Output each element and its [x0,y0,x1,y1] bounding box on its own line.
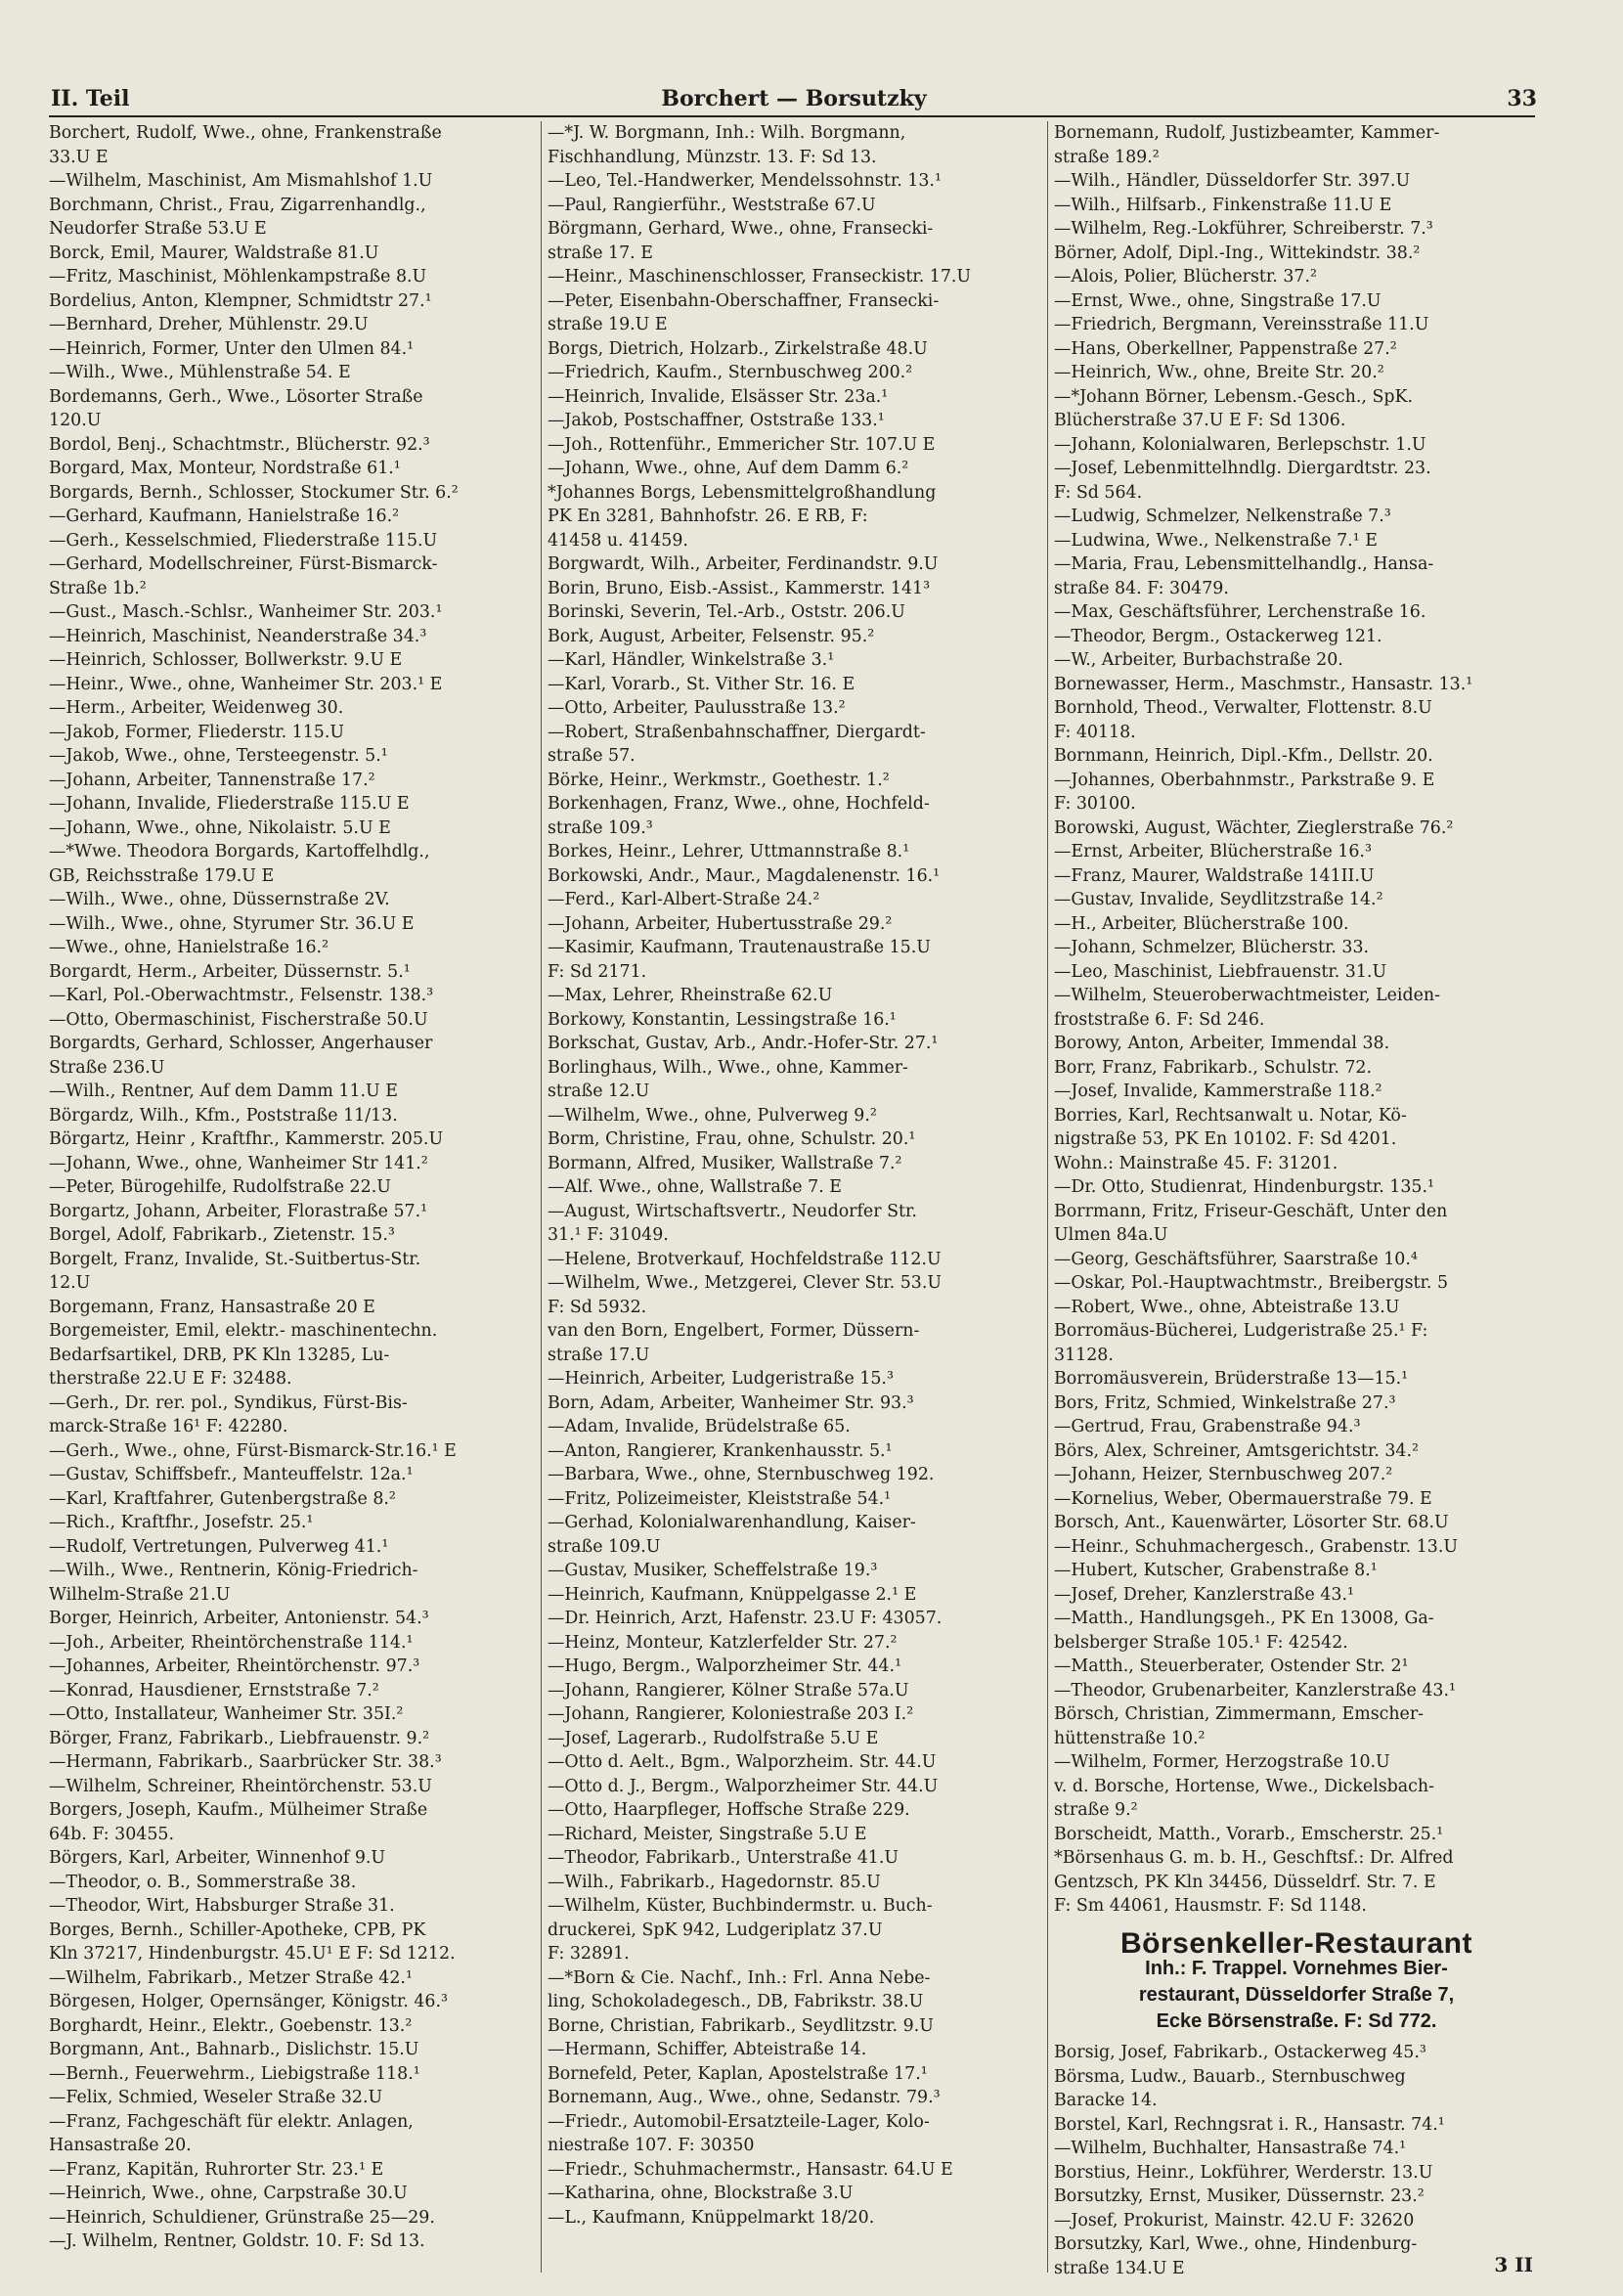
directory-line: —Max, Lehrer, Rheinstraße 62.U [548,986,833,1005]
directory-line: —W., Arbeiter, Burbachstraße 20. [1054,650,1343,670]
directory-line: —Hugo, Bergm., Walporzheimer Str. 44.¹ [548,1656,902,1676]
directory-line: Börke, Heinr., Werkmstr., Goethestr. 1.² [548,770,890,790]
directory-line: froststraße 6. F: Sd 246. [1054,1009,1265,1030]
directory-line: —Wilhelm, Fabrikarb., Metzer Straße 42.¹ [49,1967,413,1988]
directory-line: Fischhandlung, Münzstr. 13. F: Sd 13. [548,147,877,167]
directory-line: 12.U [49,1273,91,1293]
directory-line: Ulmen 84a.U [1054,1225,1168,1245]
directory-line: —Heinrich, Arbeiter, Ludgeristraße 15.³ [548,1369,894,1389]
directory-line: Borgemeister, Emil, elektr.- maschinentechn. [49,1321,438,1341]
directory-line: —Wilhelm, Schreiner, Rheintörchenstr. 53.U [49,1776,432,1796]
directory-line: Borgard, Max, Monteur, Nordstraße 61.¹ [49,459,401,478]
directory-line: —Johannes, Oberbahnmstr., Parkstraße 9. E [1054,770,1435,790]
directory-line: Neudorfer Straße 53.U E [49,219,267,239]
directory-line: —Wilhelm, Wwe., Metzgerei, Clever Str. 53.U [548,1273,943,1293]
directory-line: —Robert, Straßenbahnschaffner, Diergardt- [548,722,926,742]
directory-line: 41458 u. 41459. [548,530,688,551]
directory-line: Borchert, Rudolf, Wwe., ohne, Frankenstraße [49,123,442,143]
directory-line: —Wilh., Wwe., Rentnerin, König-Friedrich- [49,1561,418,1580]
directory-line: —H., Arbeiter, Blücherstraße 100. [1054,913,1349,934]
directory-line: —Friedr., Automobil-Ersatzteile-Lager, Kolo- [548,2111,930,2132]
directory-line: F: 40118. [1054,722,1136,742]
directory-line: —Peter, Bürogehilfe, Rudolfstraße 22.U [49,1177,391,1197]
directory-line: —Johann, Rangierer, Koloniestraße 203 I.² [548,1704,914,1724]
directory-line: —Otto, Arbeiter, Paulusstraße 13.² [548,698,846,718]
directory-line: Bornefeld, Peter, Kaplan, Apostelstraße 17.¹ [548,2063,928,2084]
directory-line: —Friedrich, Bergmann, Vereinsstraße 11.U [1054,315,1429,334]
directory-line: —Friedrich, Kaufm., Sternbuschweg 200.² [548,363,913,382]
directory-line: —Wilhelm, Küster, Buchbindermstr. u. Buch- [548,1896,933,1916]
directory-line: Borinski, Severin, Tel.-Arb., Oststr. 206.U [548,602,905,622]
directory-line: —Richard, Meister, Singstraße 5.U E [548,1824,867,1844]
directory-line: —Wilhelm, Reg.-Lokführer, Schreiberstr. 7.³ [1054,219,1433,239]
page-header [51,86,1537,119]
directory-line: —Johannes, Arbeiter, Rheintörchenstr. 97.³ [49,1656,420,1676]
directory-line: F: Sd 564. [1054,482,1143,503]
directory-line: straße 17. E [548,243,653,263]
directory-line: —August, Wirtschaftsvertr., Neudorfer Str. [548,1201,917,1221]
directory-line: 31.¹ F: 31049. [548,1225,669,1245]
directory-line: PK En 3281, Bahnhofstr. 26. E RB, F: [548,507,868,526]
directory-line: straße 84. F: 30479. [1054,578,1229,598]
directory-line: Borkowski, Andr., Maur., Magdalenenstr. 16.¹ [548,865,941,886]
directory-line: —Johann, Wwe., ohne, Wanheimer Str 141.² [49,1153,428,1173]
directory-line: —Leo, Tel.-Handwerker, Mendelssohnstr. 13.¹ [548,171,942,191]
directory-line: —Heinr., Wwe., ohne, Wanheimer Str. 203.¹ E [49,674,443,694]
directory-line: Börsma, Ludw., Bauarb., Sternbuschweg [1054,2066,1406,2087]
directory-line: —Josef, Invalide, Kammerstraße 118.² [1054,1082,1382,1101]
directory-line: Borgardts, Gerhard, Schlosser, Angerhauser [49,1034,433,1053]
directory-line: —Otto d. J., Bergm., Walporzheimer Str. 44.U [548,1776,939,1796]
directory-line: —Jakob, Wwe., ohne, Tersteegenstr. 5.¹ [49,746,388,766]
directory-line: Baracke 14. [1054,2091,1158,2110]
directory-line: —Franz, Fachgeschäft für elektr. Anlagen, [49,2111,414,2132]
directory-line: Straße 1b.² [49,578,147,598]
advertisement-line: restaurant, Düsseldorfer Straße 7, [1138,1984,1455,2006]
directory-line: straße 134.U E [1054,2258,1185,2278]
header-rule [49,115,1535,117]
directory-line: —Josef, Dreher, Kanzlerstraße 43.¹ [1054,1584,1354,1605]
page-range-title: Borchert — Borsutzky [661,86,927,111]
directory-line: Borsutzky, Ernst, Musiker, Düssernstr. 23.² [1054,2186,1425,2206]
directory-line: —Oskar, Pol.-Hauptwachtmstr., Breibergstr. 5 [1054,1273,1449,1293]
directory-line: —Gerh., Kesselschmied, Fliederstraße 115.U [49,530,438,551]
directory-line: Borromäusverein, Brüderstraße 13—15.¹ [1054,1369,1409,1389]
directory-line: —Gerh., Dr. rer. pol., Syndikus, Fürst-Bis- [49,1392,408,1413]
directory-line: —Gerh., Wwe., ohne, Fürst-Bismarck-Str.16.¹ E [49,1440,457,1461]
directory-line: —Johann, Arbeiter, Tannenstraße 17.² [49,770,375,790]
directory-line: straße 9.² [1054,1800,1138,1820]
directory-line: Bork, August, Arbeiter, Felsenstr. 95.² [548,626,875,646]
directory-line: F: 30100. [1054,794,1136,814]
directory-line: —Rich., Kraftfhr., Josefstr. 25.¹ [49,1513,314,1532]
directory-line: —Ludwig, Schmelzer, Nelkenstraße 7.³ [1054,507,1391,526]
directory-line: Börgartz, Heinr , Kraftfhr., Kammerstr. 205.U [49,1129,444,1149]
directory-line: Börger, Franz, Fabrikarb., Liebfrauenstr. 9.² [49,1728,430,1748]
directory-line: —Wilh., Rentner, Auf dem Damm 11.U E [49,1082,398,1101]
directory-line: Börgmann, Gerhard, Wwe., ohne, Fransecki- [548,219,934,239]
directory-line: —Paul, Rangierführ., Weststraße 67.U [548,195,876,215]
directory-line: —Johann, Invalide, Fliederstraße 115.U E [49,794,410,814]
directory-line: Bornmann, Heinrich, Dipl.-Kfm., Dellstr. 20. [1054,746,1433,766]
directory-line: —Heinrich, Schuldiener, Grünstraße 25—29. [49,2207,435,2228]
directory-line: nigstraße 53, PK En 10102. F: Sd 4201. [1054,1129,1397,1149]
directory-line: —Heinrich, Ww., ohne, Breite Str. 20.² [1054,363,1384,382]
directory-line: —Hans, Oberkellner, Pappenstraße 27.² [1054,338,1397,359]
directory-line: —*Johann Börner, Lebensm.-Gesch., SpK. [1054,386,1414,407]
directory-line: Borlinghaus, Wilh., Wwe., ohne, Kammer- [548,1057,908,1078]
directory-line: Borstius, Heinr., Lokführer, Werderstr. 13.U [1054,2162,1433,2183]
directory-line: —Joh., Rottenführ., Emmericher Str. 107.U E [548,434,936,455]
directory-line: Borkowy, Konstantin, Lessingstraße 16.¹ [548,1009,897,1030]
directory-line: Borowski, August, Wächter, Zieglerstraße 76.² [1054,817,1454,838]
directory-line: niestraße 107. F: 30350 [548,2136,755,2155]
directory-line: Wilhelm-Straße 21.U [49,1584,231,1605]
directory-line: Borchmann, Christ., Frau, Zigarrenhandlg., [49,195,426,215]
directory-line: F: Sm 44061, Hausmstr. F: Sd 1148. [1054,1896,1367,1916]
directory-line: —Franz, Kapitän, Ruhrorter Str. 23.¹ E [49,2159,384,2180]
directory-line: —Peter, Eisenbahn-Oberschaffner, Fransecki- [548,290,940,311]
directory-line: Borgs, Dietrich, Holzarb., Zirkelstraße 48.U [548,338,928,359]
directory-line: Borgelt, Franz, Invalide, St.-Suitbertus-Str. [49,1249,421,1269]
directory-line: —Wilh., Fabrikarb., Hagedornstr. 85.U [548,1872,881,1892]
directory-line: —Wilhelm, Maschinist, Am Mismahlshof 1.U [49,171,433,191]
directory-line: —Wilhelm, Steueroberwachtmeister, Leiden- [1054,986,1440,1005]
directory-line: straße 57. [548,746,636,766]
section-label: II. Teil [51,86,130,111]
directory-line: —Wilhelm, Buchhalter, Hansastraße 74.¹ [1054,2139,1407,2158]
directory-line: Borgemann, Franz, Hansastraße 20 E [49,1297,375,1317]
directory-line: —Gerhard, Modellschreiner, Fürst-Bismarck- [49,554,438,574]
directory-line: F: Sd 5932. [548,1297,647,1317]
directory-line: —Joh., Arbeiter, Rheintörchenstraße 114.¹ [49,1632,414,1653]
directory-line: Borck, Emil, Maurer, Waldstraße 81.U [49,243,379,263]
directory-line: —Dr. Heinrich, Arzt, Hafenstr. 23.U F: 43057. [548,1609,943,1628]
directory-line: —Johann, Wwe., ohne, Nikolaistr. 5.U E [49,817,391,838]
directory-line: straße 17.U [548,1345,650,1365]
directory-line: Borsig, Josef, Fabrikarb., Ostackerweg 45.³ [1054,2043,1426,2062]
directory-line: —Wwe., ohne, Hanielstraße 16.² [49,938,329,957]
directory-line: —Barbara, Wwe., ohne, Sternbuschweg 192. [548,1465,935,1484]
directory-line: —Karl, Kraftfahrer, Gutenbergstraße 8.² [49,1488,396,1509]
directory-line: *Johannes Borgs, Lebensmittelgroßhandlung [548,482,937,503]
directory-line: —Dr. Otto, Studienrat, Hindenburgstr. 135.¹ [1054,1177,1434,1197]
directory-line: —L., Kaufmann, Knüppelmarkt 18/20. [548,2207,875,2228]
directory-line: druckerei, SpK 942, Ludgeriplatz 37.U [548,1920,883,1940]
directory-line: —Heinrich, Kaufmann, Knüppelgasse 2.¹ E [548,1584,917,1605]
directory-line: Bornewasser, Herm., Maschmstr., Hansastr. 13.¹ [1054,674,1473,694]
directory-line: Borin, Bruno, Eisb.-Assist., Kammerstr. 141³ [548,578,931,598]
directory-line: Borkenhagen, Franz, Wwe., ohne, Hochfeld- [548,794,930,814]
directory-line: Borghardt, Heinr., Elektr., Goebenstr. 13.² [49,2015,413,2036]
directory-line: —Helene, Brotverkauf, Hochfeldstraße 112.U [548,1249,942,1269]
directory-line: belsberger Straße 105.¹ F: 42542. [1054,1632,1348,1653]
directory-line: —Wilh., Wwe., ohne, Düssernstraße 2V. [49,890,390,909]
advertisement-line: Ecke Börsenstraße. F: Sd 772. [1156,2010,1437,2032]
directory-line: —Kasimir, Kaufmann, Trautenaustraße 15.U [548,938,931,957]
directory-line: Borgel, Adolf, Fabrikarb., Zietenstr. 15.³ [49,1225,395,1245]
directory-line: —Heinrich, Invalide, Elsässer Str. 23a.¹ [548,386,889,407]
directory-line: —Ernst, Wwe., ohne, Singstraße 17.U [1054,290,1382,311]
directory-line: Borries, Karl, Rechtsanwalt u. Notar, Kö- [1054,1105,1407,1126]
directory-line: —Konrad, Hausdiener, Ernststraße 7.² [49,1680,379,1700]
directory-line: —Bernhard, Dreher, Mühlenstr. 29.U [49,315,369,334]
directory-line: —Johann, Wwe., ohne, Auf dem Damm 6.² [548,459,909,478]
directory-column-3-top [1054,121,1539,1919]
directory-line: —Matth., Steuerberater, Ostender Str. 2¹ [1054,1656,1409,1676]
directory-line: —Herm., Arbeiter, Weidenweg 30. [49,698,344,718]
directory-line: —Heinr., Maschinenschlosser, Franseckistr. 17.U [548,267,972,287]
directory-line: —Wilhelm, Former, Herzogstraße 10.U [1054,1752,1390,1772]
directory-line: Bordelius, Anton, Klempner, Schmidtstr 27.¹ [49,290,432,311]
directory-line: —Wilhelm, Wwe., ohne, Pulverweg 9.² [548,1105,877,1126]
directory-line: —Johann, Schmelzer, Blücherstr. 33. [1054,938,1370,957]
directory-line: Borne, Christian, Fabrikarb., Seydlitzstr. 9.U [548,2015,934,2036]
directory-line: Börsch, Christian, Zimmermann, Emscher- [1054,1704,1425,1724]
directory-line: marck-Straße 16¹ F: 42280. [49,1417,288,1436]
directory-line: Borges, Bernh., Schiller-Apotheke, CPB, PK [49,1920,426,1940]
directory-line: Börgesen, Holger, Opernsänger, Königstr. 46.³ [49,1992,448,2011]
directory-line: ling, Schokoladegesch., DB, Fabrikstr. 38.U [548,1992,924,2011]
directory-line: —Gust., Masch.-Schlsr., Wanheimer Str. 203.¹ [49,602,443,622]
directory-line: —Rudolf, Vertretungen, Pulverweg 41.¹ [49,1536,389,1557]
directory-line: Borgards, Bernh., Schlosser, Stockumer Str. 6.² [49,482,459,503]
directory-line: Hansastraße 20. [49,2136,192,2155]
directory-line: —Katharina, ohne, Blockstraße 3.U [548,2184,854,2203]
directory-line: Bormann, Alfred, Musiker, Wallstraße 7.² [548,1153,902,1173]
directory-line: Bornemann, Aug., Wwe., ohne, Sedanstr. 79.³ [548,2088,941,2107]
directory-line: Borsch, Ant., Kauenwärter, Lösorter Str. 68.U [1054,1513,1449,1532]
directory-line: Börgardz, Wilh., Kfm., Poststraße 11/13. [49,1105,398,1126]
directory-line: —Karl, Händler, Winkelstraße 3.¹ [548,650,835,670]
directory-line: —Kornelius, Weber, Obermauerstraße 79. E [1054,1488,1432,1509]
page-number: 33 [1507,86,1537,111]
directory-line: Bors, Fritz, Schmied, Winkelstraße 27.³ [1054,1392,1396,1413]
directory-line: —Gerhard, Kaufmann, Hanielstraße 16.² [49,507,400,526]
directory-line: —Gustav, Schiffsbefr., Manteuffelstr. 12a.¹ [49,1465,414,1484]
directory-line: —Otto, Haarpfleger, Hoffsche Straße 229. [548,1800,910,1820]
directory-line: —Hermann, Fabrikarb., Saarbrücker Str. 38.³ [49,1752,442,1772]
directory-line: —Matth., Handlungsgeh., PK En 13008, Ga- [1054,1609,1434,1628]
directory-line: —Otto d. Aelt., Bgm., Walporzheim. Str. 44.U [548,1752,937,1772]
advertisement [1054,1926,1539,2036]
directory-line: —Josef, Lagerarb., Rudolfstraße 5.U E [548,1728,879,1748]
directory-line: —Fritz, Maschinist, Möhlenkampstraße 8.U [49,267,427,287]
directory-line: —Felix, Schmied, Weseler Straße 32.U [49,2088,383,2107]
directory-line: therstraße 22.U E F: 32488. [49,1369,292,1389]
directory-line: —J. Wilhelm, Rentner, Goldstr. 10. F: Sd 13. [49,2231,425,2251]
directory-line: —Otto, Installateur, Wanheimer Str. 35I.² [49,1704,404,1724]
directory-line: straße 19.U E [548,315,668,334]
directory-line: —Gerhad, Kolonialwarenhandlung, Kaiser- [548,1513,916,1532]
directory-line: Born, Adam, Arbeiter, Wanheimer Str. 93.³ [548,1392,914,1413]
directory-line: —Franz, Maurer, Waldstraße 141II.U [1054,865,1375,886]
directory-line: Borm, Christine, Frau, ohne, Schulstr. 20.¹ [548,1129,916,1149]
directory-line: —Wilh., Hilfsarb., Finkenstraße 11.U E [1054,195,1392,215]
directory-line: 120.U [49,411,102,430]
directory-line: Borger, Heinrich, Arbeiter, Antonienstr. 54.³ [49,1609,429,1628]
directory-line: Bornemann, Rudolf, Justizbeamter, Kammer- [1054,123,1440,143]
directory-line: —Karl, Vorarb., St. Vither Str. 16. E [548,674,855,694]
directory-line: Borgmann, Ant., Bahnarb., Dislichstr. 15.U [49,2040,419,2059]
directory-line: —Adam, Invalide, Brüdelstraße 65. [548,1417,851,1436]
directory-line: *Börsenhaus G. m. b. H., Geschftsf.: Dr. Alfred [1054,1848,1454,1868]
directory-line: Borkschat, Gustav, Arb., Andr.-Hofer-Str. 27.¹ [548,1034,939,1053]
directory-line: 31128. [1054,1345,1114,1365]
directory-line: —Ludwina, Wwe., Nelkenstraße 7.¹ E [1054,530,1378,551]
directory-line: —Theodor, Grubenarbeiter, Kanzlerstraße 43.¹ [1054,1680,1456,1700]
directory-line: —Wilh., Händler, Düsseldorfer Str. 397.U [1054,171,1411,191]
directory-line: —Max, Geschäftsführer, Lerchenstraße 16. [1054,602,1426,622]
directory-line: Borsutzky, Karl, Wwe., ohne, Hindenburg- [1054,2234,1418,2254]
directory-line: —Hubert, Kutscher, Grabenstraße 8.¹ [1054,1561,1378,1580]
directory-line: —*Born & Cie. Nachf., Inh.: Frl. Anna Nebe- [548,1967,931,1988]
directory-line: Bordol, Benj., Schachtmstr., Blücherstr. 92.³ [49,434,430,455]
directory-line: —Alois, Polier, Blücherstr. 37.² [1054,267,1317,287]
directory-line: Borromäus-Bücherei, Ludgeristraße 25.¹ F: [1054,1321,1428,1341]
directory-line: Bornhold, Theod., Verwalter, Flottenstr. 8.U [1054,698,1432,718]
directory-line: Börner, Adolf, Dipl.-Ing., Wittekindstr. 38.² [1054,243,1421,263]
directory-line: straße 189.² [1054,147,1160,167]
directory-line: Borkes, Heinr., Lehrer, Uttmannstraße 8.¹ [548,842,910,861]
column-divider [1047,121,1048,2273]
directory-line: —Fritz, Polizeimeister, Kleiststraße 54.¹ [548,1488,892,1509]
directory-line: —Heinrich, Maschinist, Neanderstraße 34.³ [49,626,427,646]
directory-line: —Leo, Maschinist, Liebfrauenstr. 31.U [1054,961,1387,982]
directory-line: —Gertrud, Frau, Grabenstraße 94.³ [1054,1417,1361,1436]
directory-line: —Theodor, Wirt, Habsburger Straße 31. [49,1896,395,1916]
directory-line: 64b. F: 30455. [49,1824,175,1844]
directory-line: —Friedr., Schuhmachermstr., Hansastr. 64.U E [548,2159,953,2180]
directory-line: van den Born, Engelbert, Former, Düssern- [548,1321,920,1341]
directory-line: GB, Reichsstraße 179.U E [49,865,275,886]
directory-line: —Johann, Kolonialwaren, Berlepschstr. 1.U [1054,434,1426,455]
directory-line: —Wilh., Wwe., Mühlenstraße 54. E [49,363,351,382]
directory-line: Börs, Alex, Schreiner, Amtsgerichtstr. 34.² [1054,1440,1419,1461]
directory-line: F: Sd 2171. [548,961,647,982]
directory-line: —Heinrich, Schlosser, Bollwerkstr. 9.U E [49,650,403,670]
directory-line: —Johann, Arbeiter, Hubertusstraße 29.² [548,913,893,934]
directory-line: F: 32891. [548,1944,630,1964]
directory-line: —Georg, Geschäftsführer, Saarstraße 10.⁴ [1054,1249,1418,1269]
directory-line: —Ferd., Karl-Albert-Straße 24.² [548,890,820,909]
directory-line: Borgwardt, Wilh., Arbeiter, Ferdinandstr. 9.U [548,554,939,574]
directory-line: —Hermann, Schiffer, Abteistraße 14. [548,2040,867,2059]
directory-line: —Josef, Lebenmittelhndlg. Diergardtstr. 23. [1054,459,1431,478]
directory-line: Borowy, Anton, Arbeiter, Immendal 38. [1054,1034,1390,1053]
directory-line: —Ernst, Arbeiter, Blücherstraße 16.³ [1054,842,1372,861]
directory-line: —Maria, Frau, Lebensmittelhandlg., Hansa- [1054,554,1434,574]
directory-line: —Johann, Rangierer, Kölner Straße 57a.U [548,1680,909,1700]
directory-column-3-bottom [1054,2041,1539,2280]
directory-line: —Robert, Wwe., ohne, Abteistraße 13.U [1054,1297,1400,1317]
directory-line: straße 109.³ [548,817,653,838]
directory-column-3 [1054,121,1539,2282]
directory-line: —Theodor, Bergm., Ostackerweg 121. [1054,626,1382,646]
directory-line: Kln 37217, Hindenburgstr. 45.U¹ E F: Sd 1212. [49,1944,456,1964]
directory-line: —Gustav, Musiker, Scheffelstraße 19.³ [548,1561,878,1580]
directory-line: straße 12.U [548,1082,650,1101]
directory-line: —Karl, Pol.-Oberwachtmstr., Felsenstr. 138.³ [49,986,434,1005]
directory-line: Borgartz, Johann, Arbeiter, Florastraße 57.¹ [49,1201,428,1221]
directory-line: v. d. Borsche, Hortense, Wwe., Dickelsbach- [1054,1776,1434,1796]
directory-line: Borrmann, Fritz, Friseur-Geschäft, Unter den [1054,1201,1448,1221]
column-divider [541,121,542,2273]
directory-line: Borr, Franz, Fabrikarb., Schulstr. 72. [1054,1057,1373,1078]
directory-line: —Heinrich, Wwe., ohne, Carpstraße 30.U [49,2184,408,2203]
directory-line: —Alf. Wwe., ohne, Wallstraße 7. E [548,1177,842,1197]
advertisement-line: Inh.: F. Trappel. Vornehmes Bier- [1145,1958,1448,1979]
directory-line: 33.U E [49,147,109,167]
directory-column-2 [548,121,1032,2282]
directory-line: Wohn.: Mainstraße 45. F: 31201. [1054,1153,1338,1173]
directory-line: —Heinz, Monteur, Katzlerfelder Str. 27.² [548,1632,898,1653]
directory-column-1 [49,121,534,2282]
directory-line: —Heinr., Schuhmachergesch., Grabenstr. 13.U [1054,1536,1459,1557]
directory-line: —Anton, Rangierer, Krankenhausstr. 5.¹ [548,1440,893,1461]
directory-line: —*J. W. Borgmann, Inh.: Wilh. Borgmann, [548,123,906,143]
directory-line: —Josef, Prokurist, Mainstr. 42.U F: 32620 [1054,2210,1415,2230]
directory-line: Borgardt, Herm., Arbeiter, Düssernstr. 5.¹ [49,961,411,982]
directory-line: —Wilh., Wwe., ohne, Styrumer Str. 36.U E [49,913,415,934]
directory-line: Gentzsch, PK Kln 34456, Düsseldrf. Str. 7. E [1054,1872,1436,1892]
directory-line: —Heinrich, Former, Unter den Ulmen 84.¹ [49,338,415,359]
advertisement-title: Börsenkeller-Restaurant [1120,1926,1472,1960]
directory-line: Blücherstraße 37.U E F: Sd 1306. [1054,411,1346,430]
directory-line: —Theodor, Fabrikarb., Unterstraße 41.U [548,1848,899,1868]
directory-line: —Bernh., Feuerwehrm., Liebigstraße 118.¹ [49,2063,420,2084]
directory-line: —Gustav, Invalide, Seydlitzstraße 14.² [1054,890,1383,909]
directory-line: Borstel, Karl, Rechngsrat i. R., Hansastr. 74.¹ [1054,2114,1445,2135]
directory-line: —Johann, Heizer, Sternbuschweg 207.² [1054,1465,1393,1484]
directory-line: —Jakob, Postschaffner, Oststraße 133.¹ [548,411,885,430]
directory-line: —Jakob, Former, Fliederstr. 115.U [49,722,345,742]
directory-line: Straße 236.U [49,1057,165,1078]
directory-line: Bordemanns, Gerh., Wwe., Lösorter Straße [49,386,423,407]
directory-line: Borscheidt, Matth., Vorarb., Emscherstr. 25.¹ [1054,1824,1444,1844]
directory-line: —*Wwe. Theodora Borgards, Kartoffelhdlg., [49,842,430,861]
signature-mark: 3 II [1494,2253,1533,2276]
directory-line: Borgers, Joseph, Kaufm., Mülheimer Straße [49,1800,428,1820]
directory-line: hüttenstraße 10.² [1054,1728,1206,1748]
directory-line: —Theodor, o. B., Sommerstraße 38. [49,1872,357,1892]
directory-line: Börgers, Karl, Arbeiter, Winnenhof 9.U [49,1848,386,1868]
directory-line: Bedarfsartikel, DRB, PK Kln 13285, Lu- [49,1345,390,1365]
directory-line: —Otto, Obermaschinist, Fischerstraße 50.U [49,1009,428,1030]
directory-line: straße 109.U [548,1536,661,1557]
